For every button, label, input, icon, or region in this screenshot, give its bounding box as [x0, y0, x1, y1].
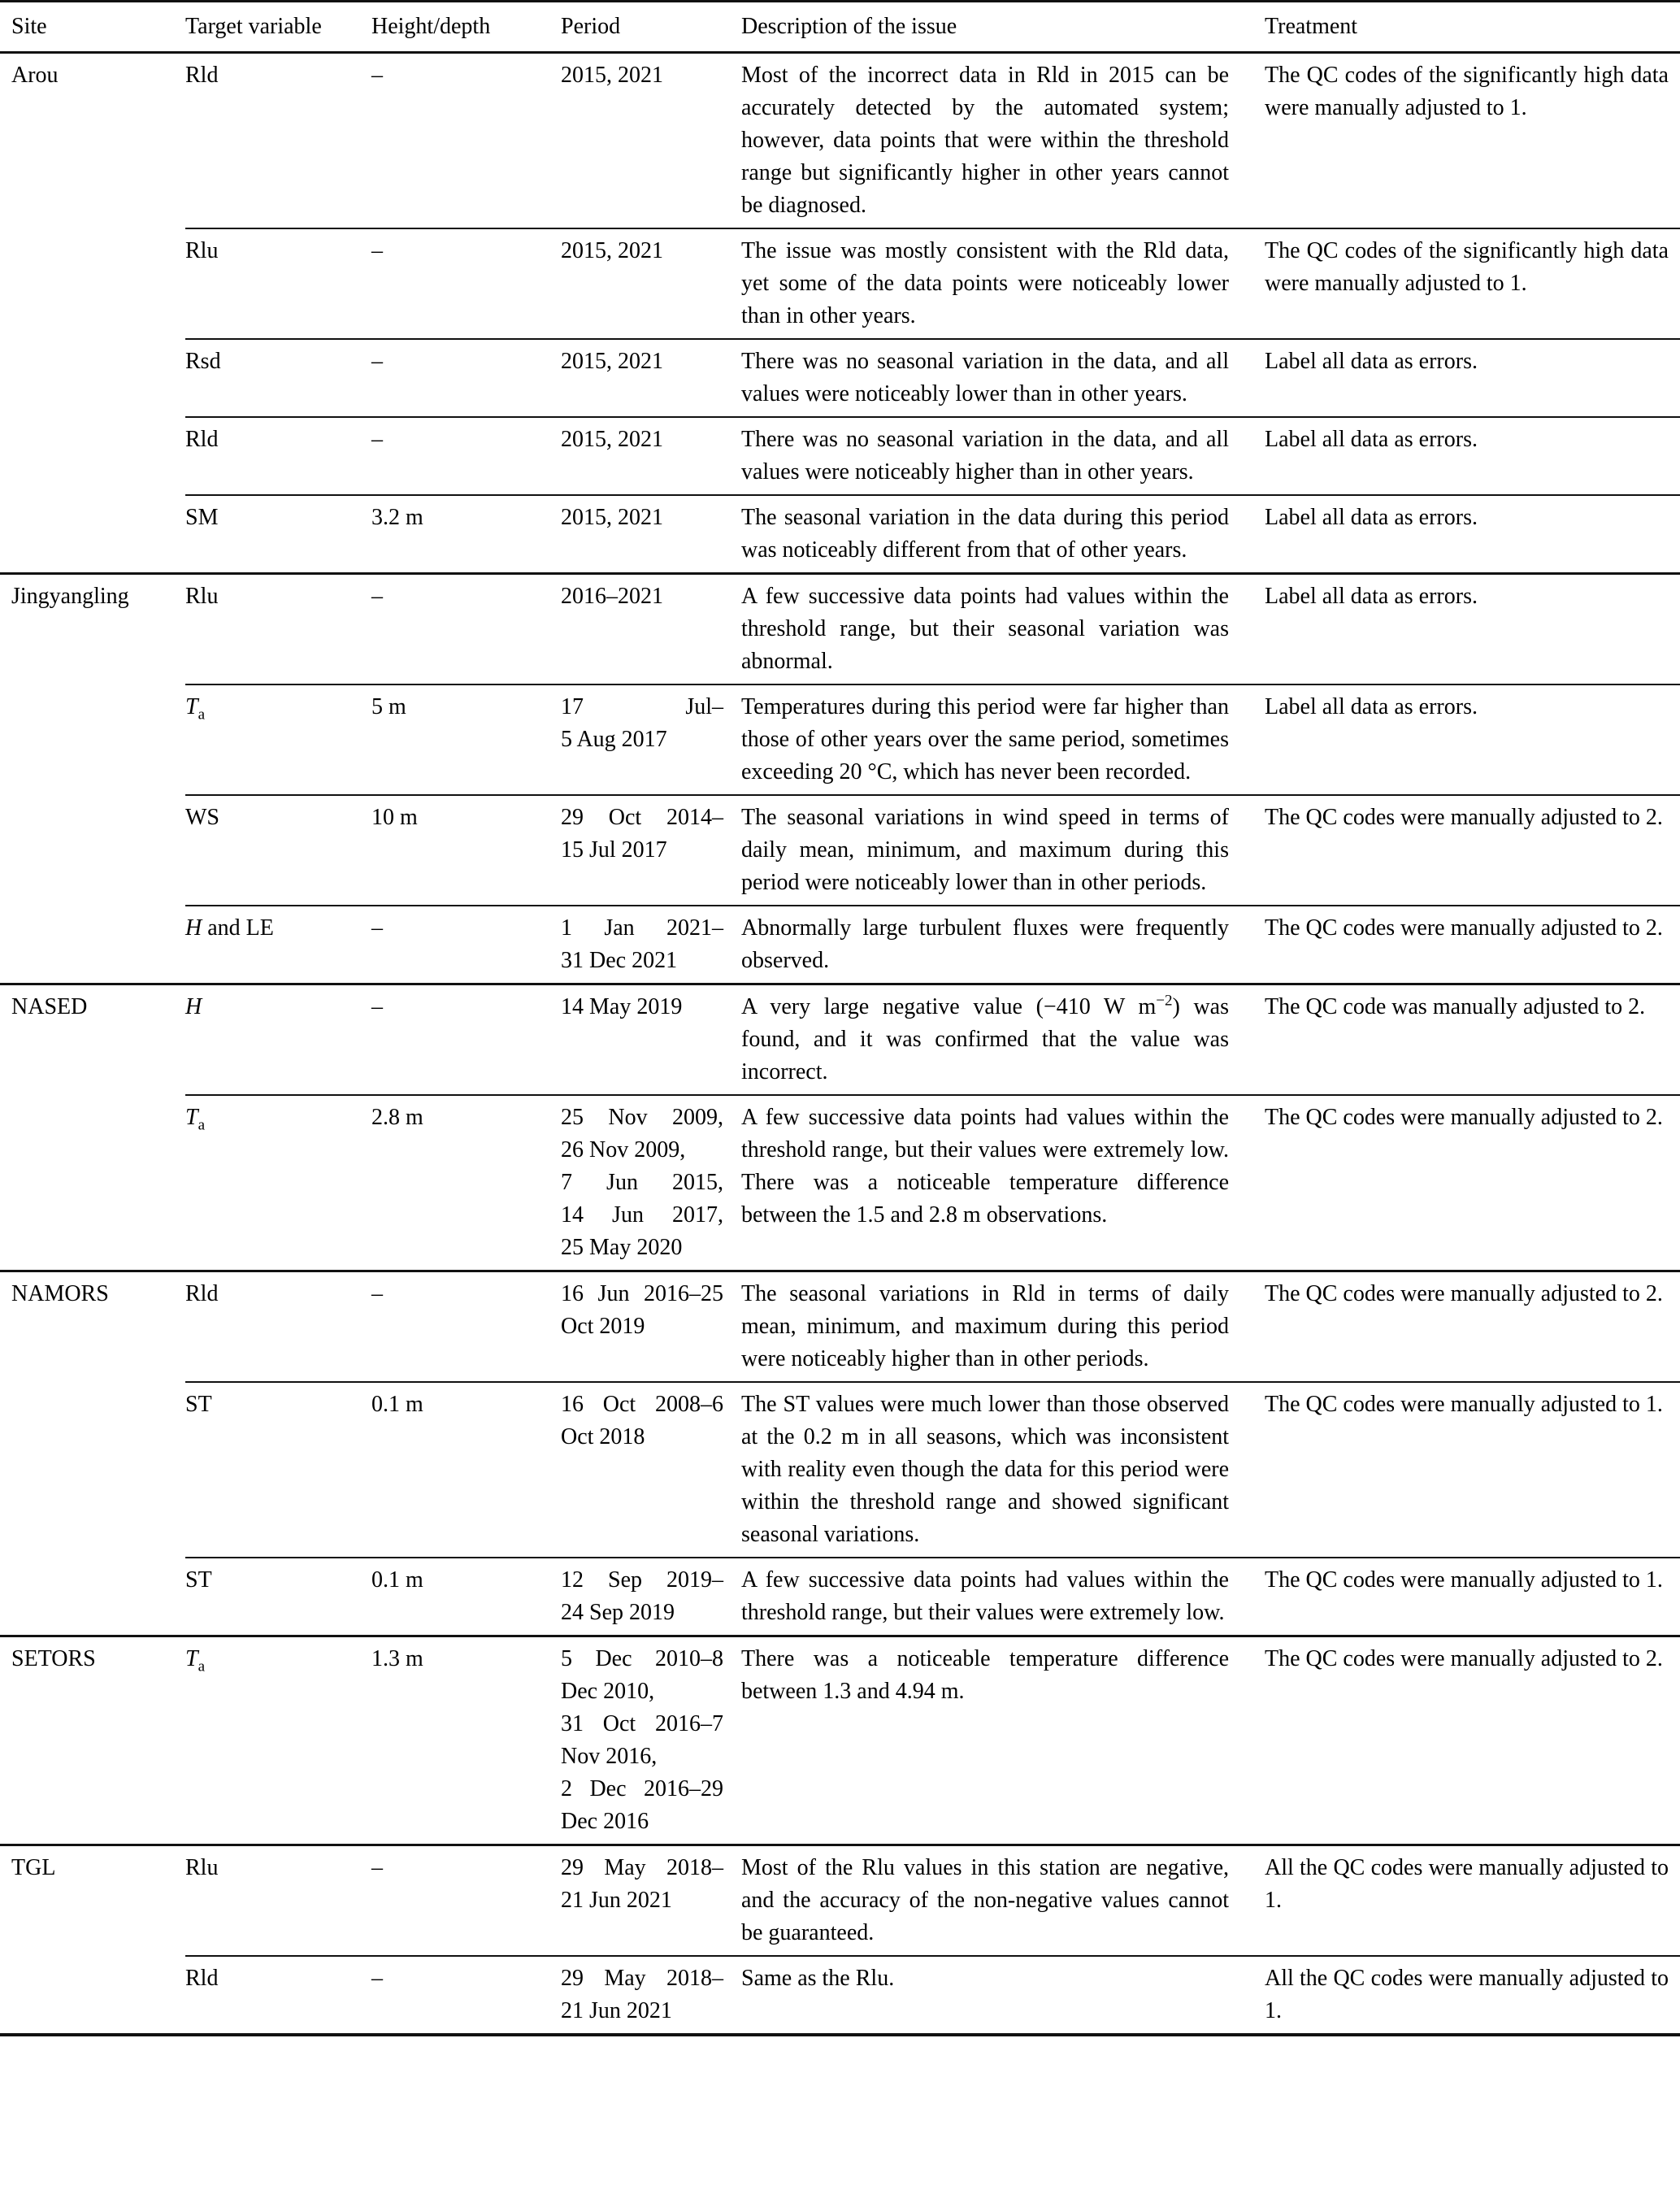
site-group-rows: [185, 1272, 1680, 1635]
issue-description-cell: Most of the Rlu values in this station are negative, and the accuracy of the non-negative values cannot be guaranteed.: [741, 1855, 1229, 1945]
issue-description-cell: Same as the Rlu.: [741, 1966, 895, 1991]
treatment-cell: The QC codes were manually adjusted to 2.: [1265, 1646, 1663, 1671]
treatment-cell: The QC codes of the significantly high data were manually adjusted to 1.: [1265, 238, 1669, 296]
site-group-rows: [185, 1637, 1680, 1844]
treatment-cell: The QC code was manually adjusted to 2.: [1265, 994, 1646, 1019]
col-header-site: Site: [11, 14, 47, 39]
col-header-treatment: Treatment: [1265, 14, 1358, 39]
issue-description-cell: A few successive data points had values within the threshold range, but their seasonal variation was abnormal.: [741, 584, 1229, 674]
period-cell: [561, 502, 741, 567]
target-variable-cell: H: [185, 994, 202, 1019]
issue-description-cell: A very large negative value (−410 W $m^{-2}$) was found, and it was confirmed that the value was incorrect.: [741, 992, 1230, 1084]
period-line: 24 Sep 2019: [561, 1600, 675, 1625]
period-line: 2015, 2021: [561, 427, 663, 452]
period-cell: [561, 424, 741, 489]
table-row: [185, 1637, 1680, 1844]
treatment-cell: Label all data as errors.: [1265, 505, 1478, 530]
height-depth-cell: 5 m: [371, 694, 406, 719]
height-depth-cell: –: [371, 1281, 383, 1306]
period-cell: [561, 345, 741, 411]
treatment-cell: The QC codes were manually adjusted to 2.: [1265, 1281, 1663, 1306]
table-row: [185, 1955, 1680, 2033]
table-row: [185, 338, 1680, 416]
table-row: [185, 228, 1680, 338]
site-group: [0, 572, 1680, 983]
period-cell: [561, 1962, 741, 2027]
period-line: 29 May 2018–: [561, 1855, 723, 1880]
table-row: [185, 1381, 1680, 1557]
period-line: Dec 2010,: [561, 1679, 655, 1704]
height-depth-cell: 2.8 m: [371, 1105, 423, 1130]
treatment-cell: The QC codes were manually adjusted to 2.: [1265, 805, 1663, 830]
period-line: 1 Jan 2021–: [561, 915, 723, 941]
treatment-cell: The QC codes were manually adjusted to 1.: [1265, 1392, 1663, 1417]
site-group: [0, 1844, 1680, 2033]
period-line: Nov 2016,: [561, 1744, 658, 1769]
period-cell: [561, 580, 741, 678]
height-depth-cell: 1.3 m: [371, 1646, 423, 1671]
issue-description-cell: The seasonal variation in the data during this period was noticeably different from that of other years.: [741, 505, 1229, 563]
height-depth-cell: –: [371, 915, 383, 941]
site-name: Arou: [11, 63, 59, 88]
height-depth-cell: –: [371, 427, 383, 452]
col-header-description: Description of the issue: [741, 14, 957, 39]
height-depth-cell: 10 m: [371, 805, 418, 830]
height-depth-cell: 0.1 m: [371, 1392, 423, 1417]
target-variable-cell: Rlu: [185, 238, 219, 263]
height-depth-cell: –: [371, 584, 383, 609]
table-row: [185, 1094, 1680, 1270]
site-name: NASED: [11, 994, 88, 1019]
issue-description-cell: The ST values were much lower than those observed at the 0.2 m in all seasons, which was inconsistent with reality even though the data for this period were within the threshold range and showed significant seasonal variations.: [741, 1392, 1229, 1547]
period-line: 5 Aug 2017: [561, 727, 667, 752]
treatment-cell: The QC codes were manually adjusted to 2.: [1265, 1105, 1663, 1130]
period-cell: [561, 59, 741, 222]
target-variable-cell: $T_a$: [185, 1105, 206, 1134]
table-row: [185, 794, 1680, 905]
site-name: SETORS: [11, 1646, 96, 1671]
issue-description-cell: The seasonal variations in wind speed in terms of daily mean, minimum, and maximum during this period were noticeably lower than in other periods.: [741, 805, 1229, 895]
col-header-period: Period: [561, 14, 621, 39]
height-depth-cell: –: [371, 349, 383, 374]
table-row: [185, 416, 1680, 494]
table-header-row: [0, 2, 1680, 51]
table-row: [185, 1846, 1680, 1955]
issue-description-cell: A few successive data points had values within the threshold range, but their values were extremely low. There was a noticeable temperature difference between the 1.5 and 2.8 m observations.: [741, 1105, 1229, 1228]
period-cell: [561, 912, 741, 977]
period-line: 21 Jun 2021: [561, 1998, 672, 2023]
period-line: 2016–2021: [561, 584, 663, 609]
table-row: [185, 985, 1680, 1094]
target-variable-cell: H and LE: [185, 915, 274, 941]
site-group: [0, 51, 1680, 572]
issue-description-cell: Temperatures during this period were far higher than those of other years over the same period, sometimes exceeding 20 °C, which has never been recorded.: [741, 694, 1229, 784]
period-line: 26 Nov 2009,: [561, 1137, 686, 1162]
site-name: Jingyangling: [11, 584, 129, 609]
height-depth-cell: –: [371, 1855, 383, 1880]
period-cell: [561, 1564, 741, 1629]
height-depth-cell: –: [371, 1966, 383, 1991]
period-line: 2015, 2021: [561, 238, 663, 263]
height-depth-cell: –: [371, 994, 383, 1019]
period-line: 21 Jun 2021: [561, 1888, 672, 1913]
period-line: 25 Nov 2009,: [561, 1105, 723, 1130]
target-variable-cell: Rld: [185, 63, 219, 88]
period-line: 12 Sep 2019–: [561, 1567, 723, 1593]
table-row: [185, 494, 1680, 572]
treatment-cell: Label all data as errors.: [1265, 349, 1478, 374]
height-depth-cell: –: [371, 238, 383, 263]
issue-description-cell: Most of the incorrect data in Rld in 2015 can be accurately detected by the automated system; however, data points that were within the threshold range but significantly higher in other years cannot be diagnosed.: [741, 63, 1229, 218]
table-body: [0, 51, 1680, 2033]
site-group: [0, 1635, 1680, 1844]
table-row: [185, 684, 1680, 794]
period-line: 5 Dec 2010–8: [561, 1646, 723, 1671]
period-line: 31 Dec 2021: [561, 948, 678, 973]
period-line: 29 Oct 2014–: [561, 805, 723, 830]
issue-description-cell: There was a noticeable temperature difference between 1.3 and 4.94 m.: [741, 1646, 1229, 1704]
period-cell: [561, 1388, 741, 1551]
treatment-cell: All the QC codes were manually adjusted to 1.: [1265, 1855, 1669, 1913]
period-line: 16 Oct 2008–6: [561, 1392, 723, 1417]
target-variable-cell: WS: [185, 805, 219, 830]
table-row: [185, 1557, 1680, 1635]
treatment-cell: Label all data as errors.: [1265, 694, 1478, 719]
period-line: 2015, 2021: [561, 349, 663, 374]
target-variable-cell: $T_a$: [185, 694, 206, 724]
period-cell: [561, 1852, 741, 1949]
period-line: 2 Dec 2016–29: [561, 1776, 723, 1801]
treatment-cell: The QC codes of the significantly high data were manually adjusted to 1.: [1265, 63, 1669, 120]
target-variable-cell: Rsd: [185, 349, 221, 374]
target-variable-cell: ST: [185, 1567, 212, 1593]
period-line: 14 May 2019: [561, 994, 683, 1019]
table-row: [185, 54, 1680, 228]
period-line: 17 Jul–: [561, 694, 723, 719]
target-variable-cell: Rld: [185, 1966, 219, 1991]
height-depth-cell: 0.1 m: [371, 1567, 423, 1593]
treatment-cell: All the QC codes were manually adjusted to 1.: [1265, 1966, 1669, 2023]
target-variable-cell: Rld: [185, 427, 219, 452]
period-cell: [561, 691, 741, 789]
target-variable-cell: Rlu: [185, 1855, 219, 1880]
period-line: 29 May 2018–: [561, 1966, 723, 1991]
site-group: [0, 983, 1680, 1270]
period-line: 31 Oct 2016–7: [561, 1711, 723, 1736]
period-line: Oct 2018: [561, 1424, 645, 1449]
issue-description-cell: The seasonal variations in Rld in terms of daily mean, minimum, and maximum during this period were noticeably higher than in other periods.: [741, 1281, 1229, 1371]
issue-description-cell: Abnormally large turbulent fluxes were frequently observed.: [741, 915, 1229, 973]
period-line: 2015, 2021: [561, 63, 663, 88]
height-depth-cell: 3.2 m: [371, 505, 423, 530]
height-depth-cell: –: [371, 63, 383, 88]
period-cell: [561, 235, 741, 332]
treatment-cell: The QC codes were manually adjusted to 1.: [1265, 1567, 1663, 1593]
period-line: 16 Jun 2016–25: [561, 1281, 723, 1306]
period-line: 25 May 2020: [561, 1235, 683, 1260]
treatment-cell: The QC codes were manually adjusted to 2.: [1265, 915, 1663, 941]
treatment-cell: Label all data as errors.: [1265, 584, 1478, 609]
target-variable-cell: SM: [185, 505, 219, 530]
site-group-rows: [185, 985, 1680, 1270]
table-row: [185, 1272, 1680, 1381]
period-line: 7 Jun 2015,: [561, 1170, 723, 1195]
col-header-height: Height/depth: [371, 14, 491, 39]
issue-description-cell: There was no seasonal variation in the data, and all values were noticeably lower than in other years.: [741, 349, 1229, 406]
period-cell: [561, 991, 741, 1089]
site-group: [0, 1270, 1680, 1635]
period-cell: [561, 1102, 741, 1264]
period-cell: [561, 1278, 741, 1375]
site-group-rows: [185, 54, 1680, 572]
site-name: NAMORS: [11, 1281, 109, 1306]
period-line: Oct 2019: [561, 1314, 645, 1339]
treatment-cell: Label all data as errors.: [1265, 427, 1478, 452]
period-cell: [561, 802, 741, 899]
issue-description-cell: A few successive data points had values within the threshold range, but their values were extremely low.: [741, 1567, 1229, 1625]
period-cell: [561, 1643, 741, 1838]
table-row: [185, 905, 1680, 983]
table-row: [185, 575, 1680, 684]
issue-description-cell: There was no seasonal variation in the data, and all values were noticeably higher than in other years.: [741, 427, 1229, 485]
site-group-rows: [185, 575, 1680, 983]
target-variable-cell: ST: [185, 1392, 212, 1417]
period-line: Dec 2016: [561, 1809, 649, 1834]
period-line: 2015, 2021: [561, 505, 663, 530]
target-variable-cell: $T_a$: [185, 1646, 206, 1675]
target-variable-cell: Rlu: [185, 584, 219, 609]
site-name: TGL: [11, 1855, 56, 1880]
issue-description-cell: The issue was mostly consistent with the Rld data, yet some of the data points were noticeably lower than in other years.: [741, 238, 1229, 328]
period-line: 15 Jul 2017: [561, 837, 667, 863]
col-header-variable: Target variable: [185, 14, 322, 39]
period-line: 14 Jun 2017,: [561, 1202, 723, 1228]
site-group-rows: [185, 1846, 1680, 2033]
target-variable-cell: Rld: [185, 1281, 219, 1306]
